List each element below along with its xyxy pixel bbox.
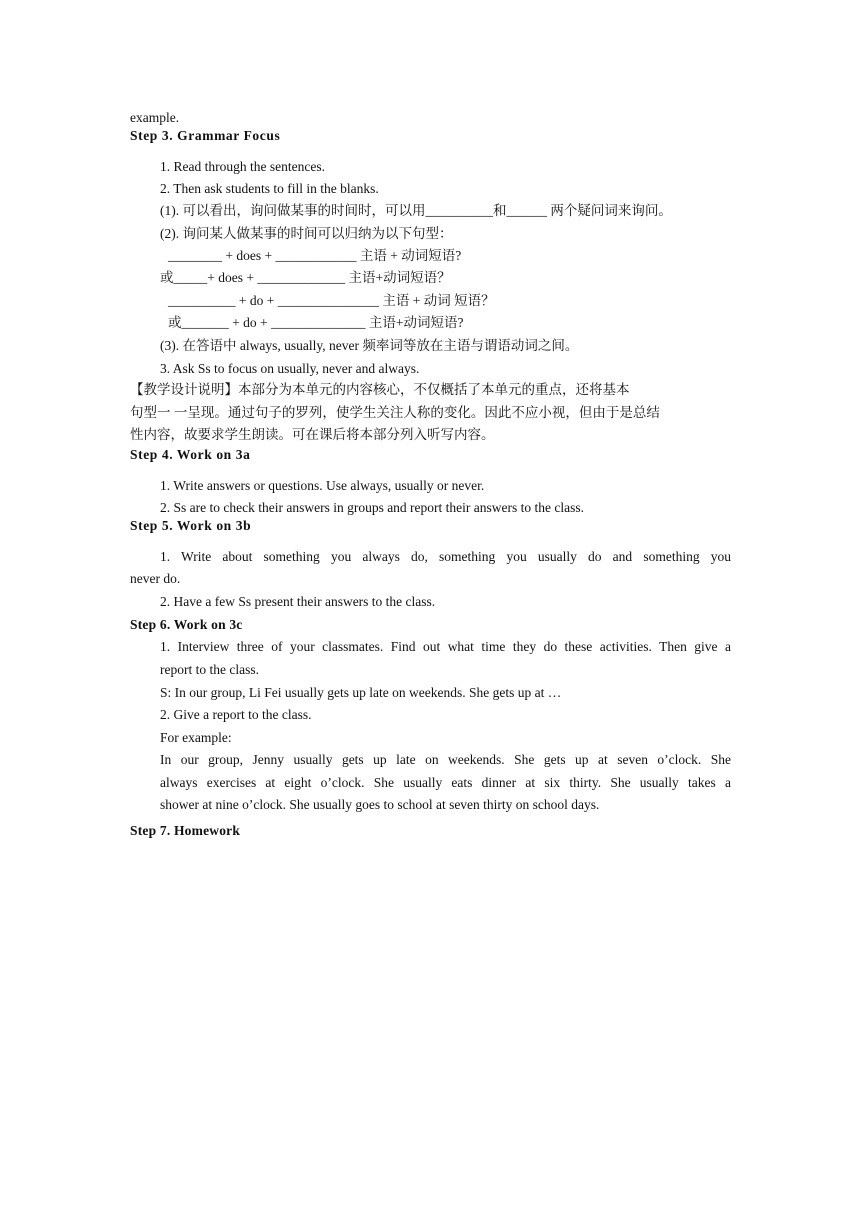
step-5-heading: Step 5. Work on 3b [130,518,252,533]
design-note-line: 【教学设计说明】本部分为本单元的内容核心，不仅概括了本单元的重点，还将基本 [130,382,630,397]
text-line: 1. Write answers or questions. Use always, usually or never. [160,478,485,493]
text-line: always exercises at eight o’clock. She usually eats dinner at six thirty. She usually takes a [160,775,731,790]
text-line: In our group, Jenny usually gets up late on weekends. She gets up at seven o’clock. She [160,752,731,767]
text-line: S: In our group, Li Fei usually gets up late on weekends. She gets up at … [160,685,562,700]
step-6-heading: Step 6. Work on 3c [130,617,243,632]
text-line: never do. [130,571,181,586]
text-line: 2. Then ask students to fill in the blanks. [160,181,379,196]
text-line: (1). 可以看出，询问做某事的时间时，可以用__________和______ 两个疑问词来询问。 [160,203,672,218]
step-4-heading: Step 4. Work on 3a [130,447,251,462]
text-line: (2). 询问某人做某事的时间可以归纳为以下句型： [160,226,453,241]
text-line: 1. Read through the sentences. [160,159,325,174]
text-line: report to the class. [160,662,259,677]
text-line: 或_____+ does + _____________ 主语+动词短语？ [160,270,451,285]
text-line: shower at nine o’clock. She usually goes to school at seven thirty on school days. [160,797,600,812]
text-line: 3. Ask Ss to focus on usually, never and always. [160,361,420,376]
design-note-line: 句型一 一呈现。通过句子的罗列，使学生关注人称的变化。因此不应小视，但由于是总结 [130,405,660,420]
text-line: (3). 在答语中 always, usually, never 频率词等放在主语与谓语动词之间。 [160,338,579,353]
text-line: 2. Ss are to check their answers in groups and report their answers to the class. [160,500,585,515]
design-note-line: 性内容，故要求学生朗读。可在课后将本部分列入听写内容。 [130,427,495,442]
step-7-heading: Step 7. Homework [130,823,241,838]
text-line: 2. Have a few Ss present their answers to the class. [160,594,436,609]
text-line: ________ + does + ____________ 主语 + 动词短语? [168,248,462,263]
text-line: For example: [160,730,232,745]
text-line: example. [130,110,180,125]
text-line: 1. Write about something you always do, something you usually do and something you [160,549,731,564]
text-line: 1. Interview three of your classmates. Find out what time they do these activities. Then give a [160,639,731,654]
step-3-heading: Step 3. Grammar Focus [130,128,281,143]
text-line: __________ + do + _______________ 主语 + 动词 短语？ [168,293,495,308]
text-line: 2. Give a report to the class. [160,707,312,722]
text-line: 或_______ + do + ______________ 主语+动词短语? [168,315,464,330]
